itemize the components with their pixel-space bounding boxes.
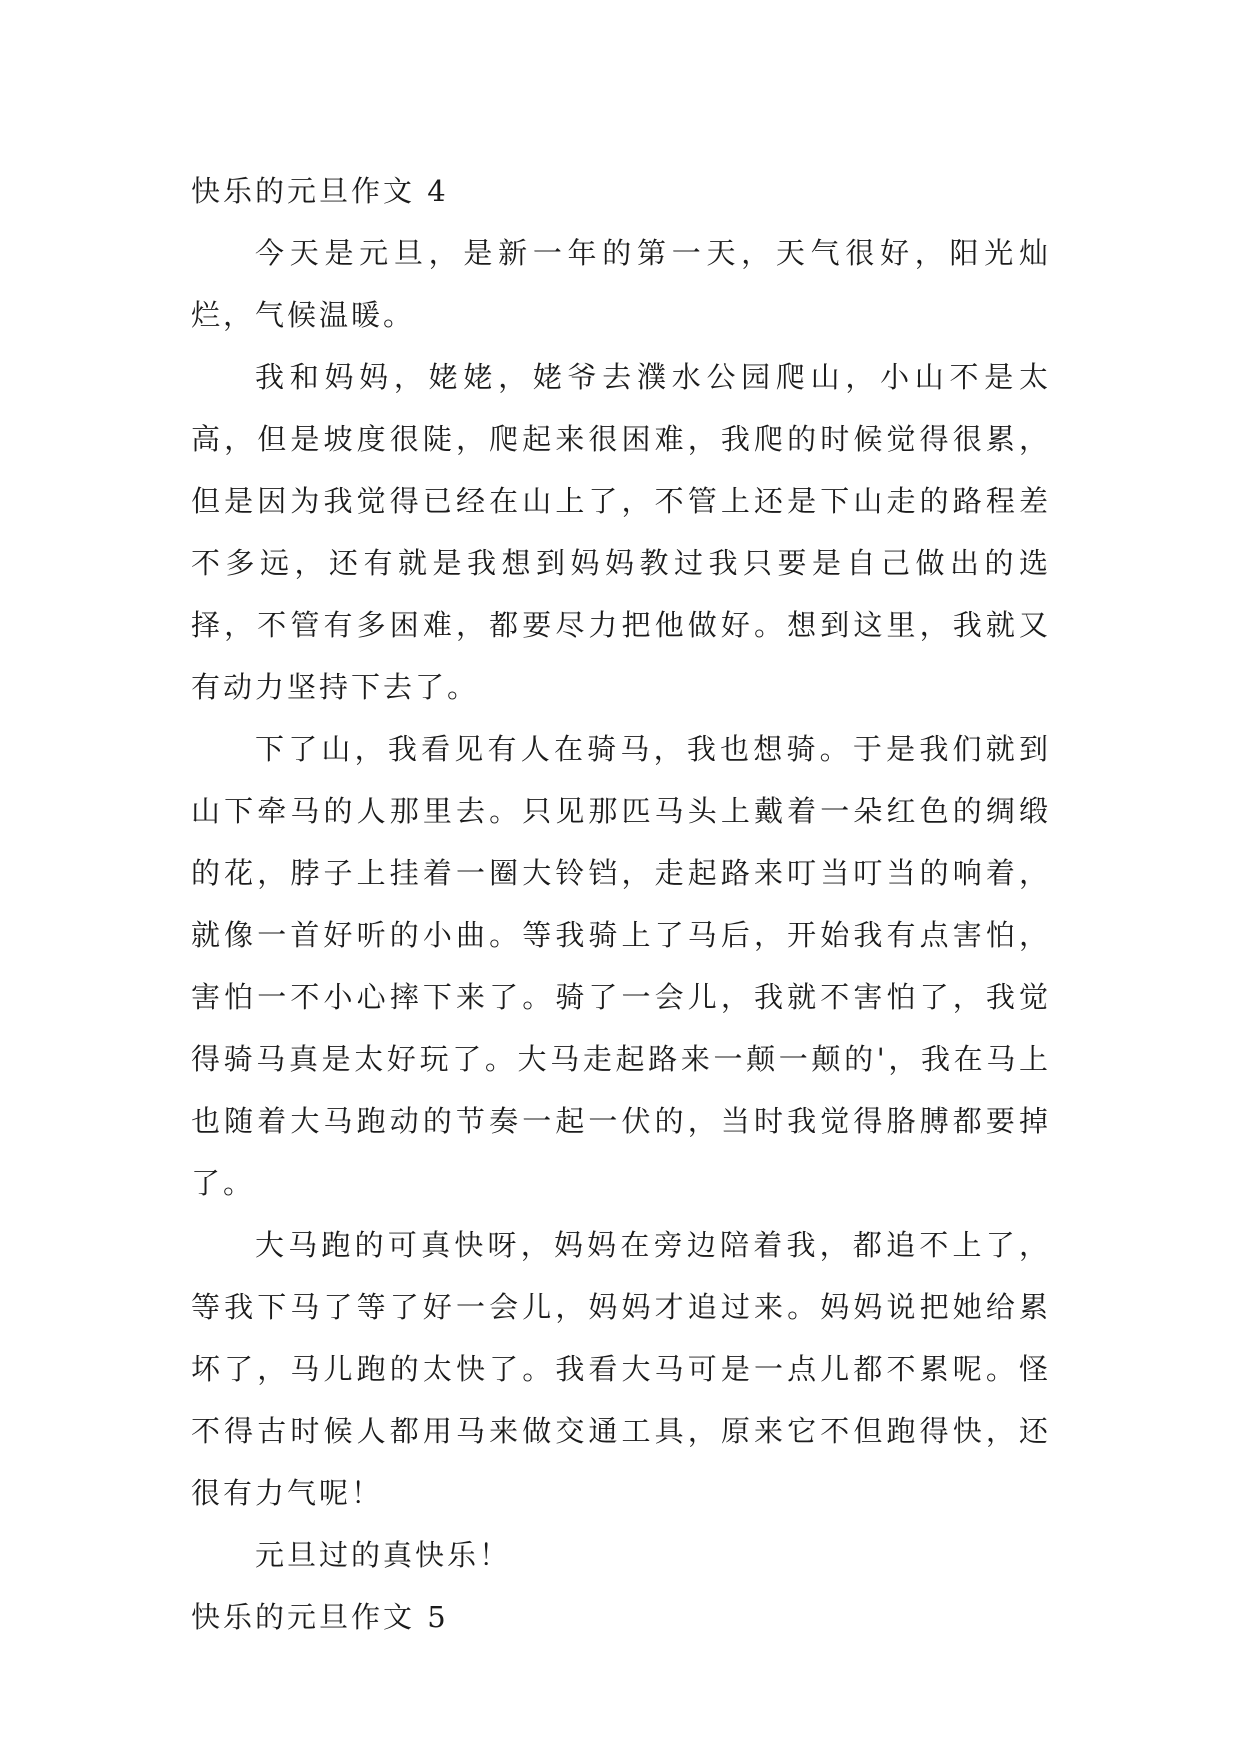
- essay-title-4: 快乐的元旦作文 4: [191, 174, 449, 208]
- paragraph-3: 下了山，我看见有人在骑马，我也想骑。于是我们就到山下牵马的人那里去。只见那匹马头上戴着一朵红色的绸缎的花，脖子上挂着一圈大铃铛，走起路来叮当叮当的响着，就像一首好听的小曲。等我骑上了马后，开始我有点害怕，害怕一不小心摔下来了。骑了一会儿，我就不害怕了，我觉得骑马真是太好玩了。大马走起路来一颠一颠的'，我在马上也随着大马跑动的节奏一起一伏的，当时我觉得胳膊都要掉了。: [191, 732, 1051, 1200]
- paragraph-2: 我和妈妈，姥姥，姥爷去濮水公园爬山，小山不是太高，但是坡度很陡，爬起来很困难，我爬的时候觉得很累，但是因为我觉得已经在山上了，不管上还是下山走的路程差不多远，还有就是我想到妈妈教过我只要是自己做出的选择，不管有多困难，都要尽力把他做好。想到这里，我就又有动力坚持下去了。: [191, 360, 1051, 704]
- paragraph-4: 大马跑的可真快呀，妈妈在旁边陪着我，都追不上了，等我下马了等了好一会儿，妈妈才追过来。妈妈说把她给累坏了，马儿跑的太快了。我看大马可是一点儿都不累呢。怪不得古时候人都用马来做交通工具，原来它不但跑得快，还很有力气呢！: [191, 1228, 1051, 1510]
- document-body: [191, 160, 1051, 1648]
- essay-title-5: 快乐的元旦作文 5: [191, 1600, 449, 1634]
- paragraph-1: 今天是元旦，是新一年的第一天，天气很好，阳光灿烂，气候温暖。: [191, 236, 1051, 332]
- paragraph-5: 元旦过的真快乐！: [255, 1538, 512, 1572]
